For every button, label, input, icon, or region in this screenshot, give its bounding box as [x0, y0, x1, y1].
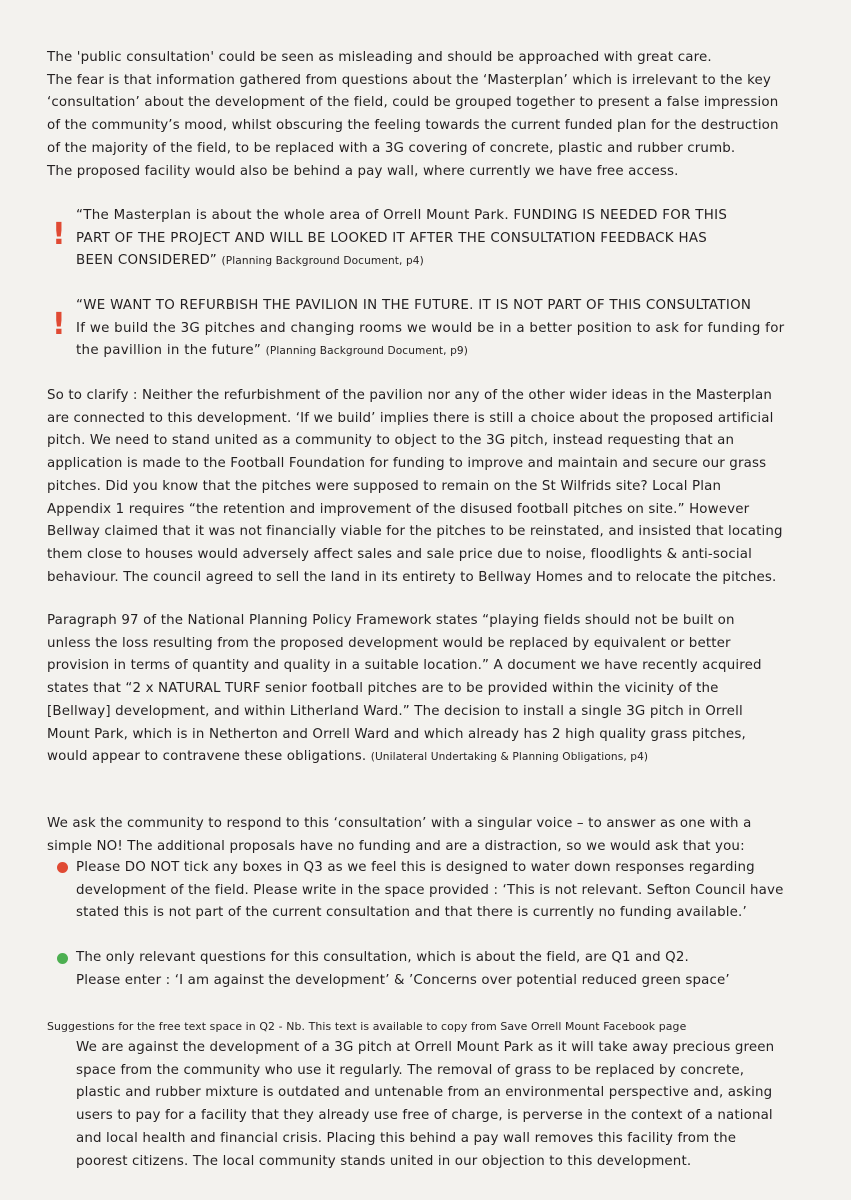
text-line: simple NO! The additional proposals have no funding and are a distraction, so we would ask that you: [47, 838, 745, 854]
quote-source: (Planning Background Document, p9) [265, 345, 468, 358]
text-line: and local health and financial crisis. Placing this behind a pay wall removes this facility from the [76, 1130, 737, 1146]
suggestion-text [76, 1037, 821, 1173]
bullet-item-q3 [76, 857, 821, 925]
paragraph-97 [47, 610, 817, 769]
source-citation: (Unilateral Undertaking & Planning Obligations, p4) [370, 751, 649, 764]
text-line: development of the field. Please write in the space provided : ‘This is not relevant. Sefton Council have [76, 882, 784, 898]
text-line: space from the community who use it regularly. The removal of grass to be replaced by concrete, [76, 1062, 745, 1078]
text-line: We are against the development of a 3G pitch at Orrell Mount Park as it will take away precious green [76, 1040, 775, 1055]
text-line: We ask the community to respond to this ‘consultation’ with a singular voice – to answer as one with a [47, 816, 752, 831]
text-line: So to clarify : Neither the refurbishment of the pavilion nor any of the other wider ideas in the Masterplan [47, 388, 773, 403]
quote-text: the pavillion in the future” [76, 343, 262, 359]
quote-line: “WE WANT TO REFURBISH THE PAVILION IN THE FUTURE. IT IS NOT PART OF THIS CONSULTATION [76, 298, 752, 313]
text-line: Bellway claimed that it was not financially viable for the pitches to be reinstated, and insisted that locating [47, 524, 783, 540]
text-line: users to pay for a facility that they already use free of charge, is perverse in the context of a national [76, 1108, 773, 1124]
quote-source: (Planning Background Document, p4) [221, 255, 424, 268]
text-line: poorest citizens. The local community stands united in our objection to this development. [76, 1153, 692, 1169]
ask-paragraph [47, 813, 817, 858]
quote-line: PART OF THE PROJECT AND WILL BE LOOKED IT AFTER THE CONSULTATION FEEDBACK HAS [76, 230, 708, 246]
callout-quote-masterplan [76, 205, 821, 273]
callout-quote-pavilion [76, 295, 821, 363]
text-line: The proposed facility would also be behind a pay wall, where currently we have free access. [47, 163, 679, 179]
text-line: application is made to the Football Foundation for funding to improve and maintain and secure our grass [47, 456, 767, 472]
text-line: pitches. Did you know that the pitches were supposed to remain on the St Wilfrids site? Local Plan [47, 478, 722, 494]
intro-paragraph [47, 47, 817, 183]
text-fragment: would appear to contravene these obligations. [47, 749, 367, 765]
suggestion-heading: Suggestions for the free text space in Q2 - Nb. This text is available to copy from Save Orrell Mount Facebook page [47, 1020, 687, 1033]
text-line: Please DO NOT tick any boxes in Q3 as we feel this is designed to water down responses regarding [76, 860, 755, 875]
text-line: of the majority of the field, to be replaced with a 3G covering of concrete, plastic and rubber crumb. [47, 140, 736, 156]
quote-line: “The Masterplan is about the whole area of Orrell Mount Park. FUNDING IS NEEDED FOR THIS [76, 208, 728, 223]
text-line: The 'public consultation' could be seen as misleading and should be approached with great care. [47, 50, 712, 65]
clarify-paragraph [47, 385, 817, 589]
text-line: of the community’s mood, whilst obscuring the feeling towards the current funded plan for the destruction [47, 118, 779, 134]
text-line: are connected to this development. ‘If we build’ implies there is still a choice about the proposed artificial [47, 410, 774, 426]
text-line: The fear is that information gathered from questions about the ‘Masterplan’ which is irrelevant to the key [47, 72, 771, 88]
quote-line [76, 250, 821, 273]
exclamation-icon: ! [52, 217, 66, 252]
text-line: unless the loss resulting from the proposed development would be replaced by equivalent or better [47, 635, 731, 651]
quote-text: BEEN CONSIDERED” [76, 253, 217, 269]
text-line: plastic and rubber mixture is outdated and untenable from an environmental perspective and, asking [76, 1085, 773, 1101]
text-line: states that “2 x NATURAL TURF senior football pitches are to be provided within the vicinity of the [47, 681, 719, 697]
quote-line [76, 340, 821, 363]
text-line: Paragraph 97 of the National Planning Policy Framework states “playing fields should not be built on [47, 613, 735, 628]
text-line: pitch. We need to stand united as a community to object to the 3G pitch, instead requesting that an [47, 433, 735, 449]
red-bullet-icon [57, 862, 68, 873]
text-line: Appendix 1 requires “the retention and improvement of the disused football pitches on site.” However [47, 501, 750, 517]
text-line: them close to houses would adversely affect sales and sale price due to noise, floodlights & anti-social [47, 546, 752, 562]
text-line: [Bellway] development, and within Litherland Ward.” The decision to install a single 3G pitch in Orrell [47, 703, 743, 719]
text-line: The only relevant questions for this consultation, which is about the field, are Q1 and Q2. [76, 950, 689, 965]
quote-line: If we build the 3G pitches and changing rooms we would be in a better position to ask for funding for [76, 320, 785, 336]
text-line: behaviour. The council agreed to sell the land in its entirety to Bellway Homes and to relocate the pitches. [47, 569, 777, 585]
text-line [47, 746, 817, 769]
text-line: Mount Park, which is in Netherton and Orrell Ward and which already has 2 high quality grass pitches, [47, 726, 746, 742]
text-line: ‘consultation’ about the development of the field, could be grouped together to present a false impression [47, 95, 779, 111]
text-line: stated this is not part of the current consultation and that there is currently no funding available.’ [76, 905, 747, 921]
text-line: provision in terms of quantity and quality in a suitable location.” A document we have recently acquired [47, 658, 762, 674]
exclamation-icon: ! [52, 307, 66, 342]
text-line: Please enter : ‘I am against the development’ & ’Concerns over potential reduced green space’ [76, 972, 730, 988]
green-bullet-icon [57, 953, 68, 964]
bullet-item-q1-q2 [76, 947, 821, 992]
